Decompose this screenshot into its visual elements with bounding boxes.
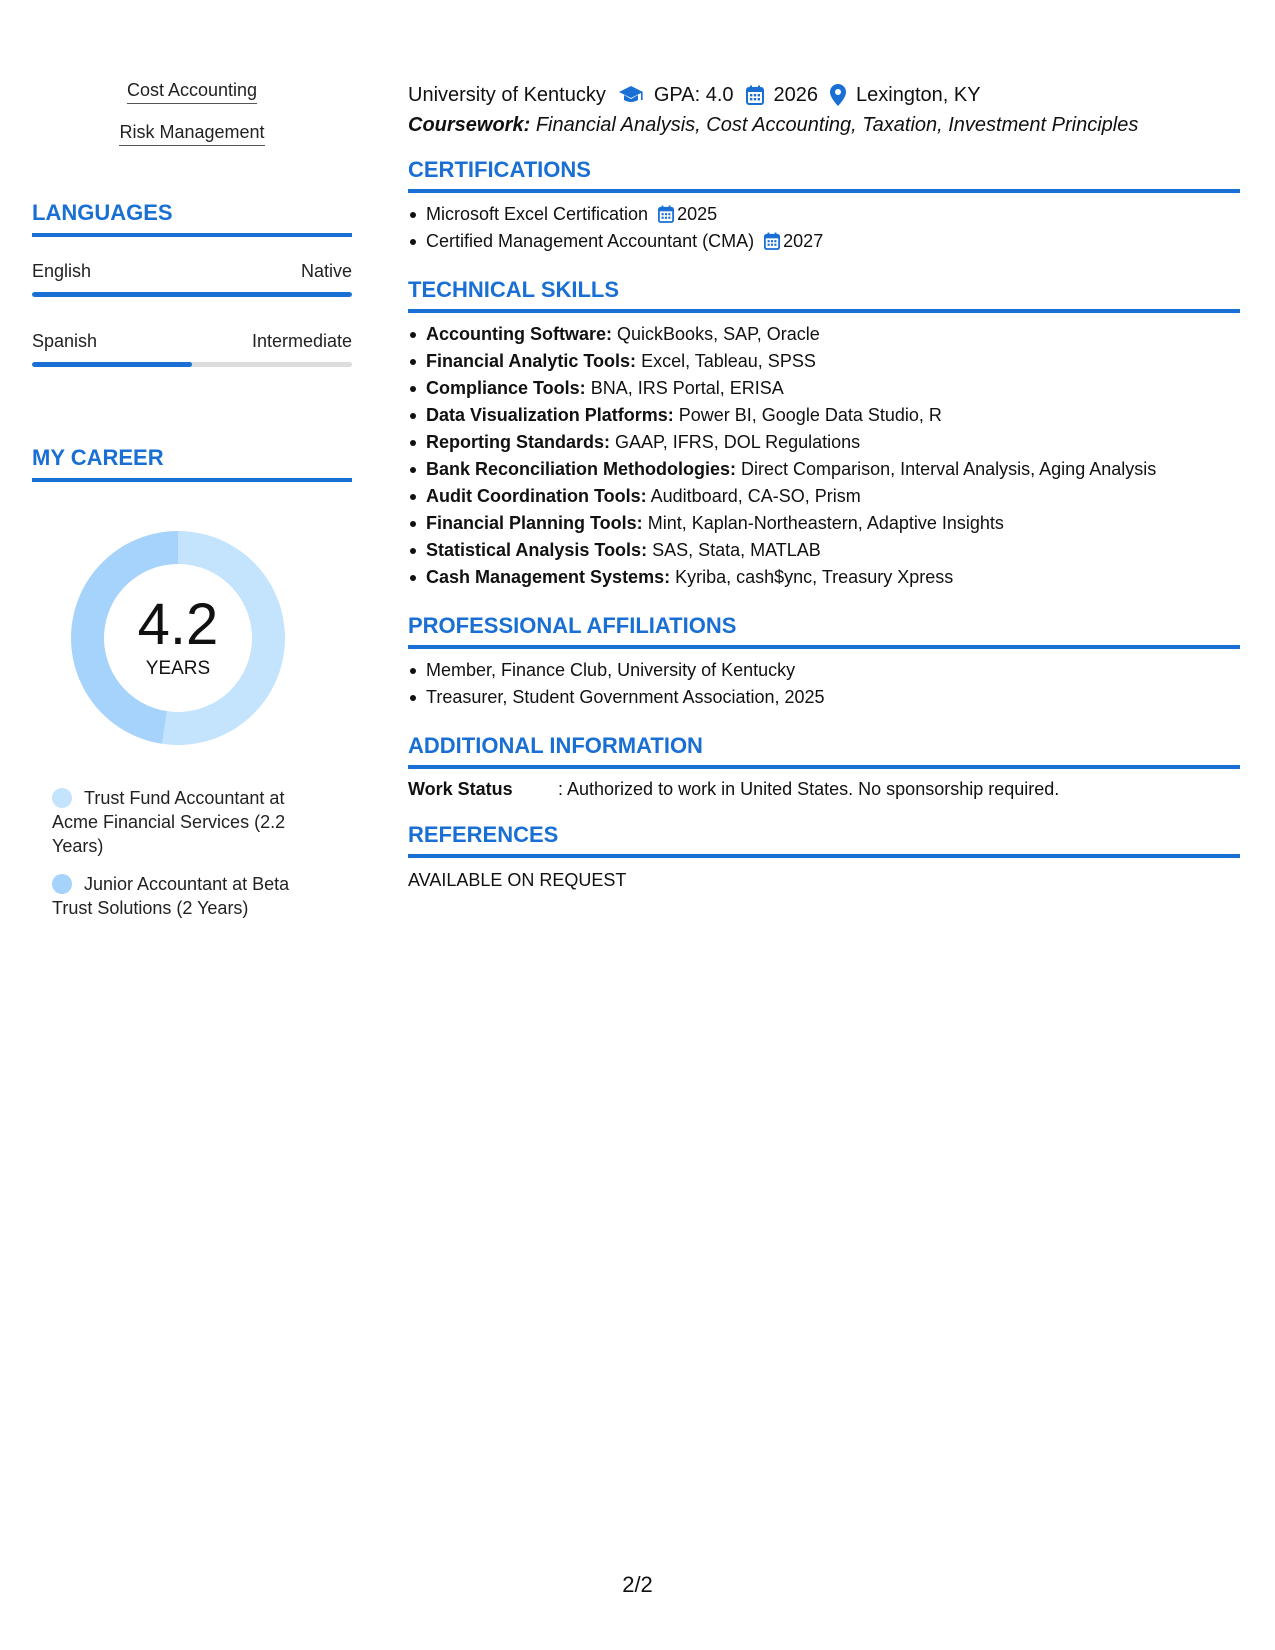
career-legend-item — [52, 786, 302, 858]
skill-tag: Risk Management — [119, 122, 264, 146]
skill-value: Kyriba, cash$ync, Treasury Xpress — [675, 567, 954, 587]
language-english — [32, 261, 352, 297]
right-column — [408, 80, 1240, 891]
language-level: Native — [300, 261, 352, 281]
skill-value: Auditboard, CA-SO, Prism — [650, 486, 861, 506]
skill-label: Financial Planning Tools: — [426, 513, 643, 533]
calendar-icon — [764, 232, 780, 250]
skill-label: Compliance Tools: — [426, 378, 586, 398]
skill-label: Audit Coordination Tools: — [426, 486, 647, 506]
additional-info-heading: ADDITIONAL INFORMATION — [408, 733, 1240, 769]
work-status — [408, 779, 1240, 800]
skill-label: Financial Analytic Tools: — [426, 351, 637, 371]
skill-label: Accounting Software: — [426, 324, 613, 344]
list-item — [408, 456, 1240, 483]
language-name: English — [32, 261, 92, 281]
career-job-label: Trust Fund Accountant at Acme Financial Services (2.2 Years) — [52, 788, 286, 856]
skill-value: Mint, Kaplan-Northeastern, Adaptive Insights — [647, 513, 1004, 533]
work-status-label: Work Status — [408, 779, 513, 799]
skill-tag: Cost Accounting — [127, 80, 257, 104]
list-item — [408, 483, 1240, 510]
language-proficiency-bar — [32, 292, 352, 297]
list-item — [408, 429, 1240, 456]
coursework-text: Financial Analysis, Cost Accounting, Taxation, Investment Principles — [535, 114, 1139, 136]
list-item: Treasurer, Student Government Association, 2025 — [408, 684, 1240, 711]
language-spanish — [32, 331, 352, 367]
skill-value: Power BI, Google Data Studio, R — [678, 405, 942, 425]
career-legend — [32, 786, 302, 920]
legend-dot-icon — [52, 874, 72, 894]
education-year: 2026 — [773, 83, 819, 106]
skill-value: Direct Comparison, Interval Analysis, Aging Analysis — [741, 459, 1157, 479]
affiliations-heading: PROFESSIONAL AFFILIATIONS — [408, 613, 1240, 649]
career-total-years: 4.2 — [137, 592, 219, 657]
certifications-heading: CERTIFICATIONS — [408, 157, 1240, 193]
list-item — [408, 348, 1240, 375]
list-item — [408, 201, 1240, 228]
certification-year: 2027 — [783, 231, 824, 251]
affiliations-list — [408, 657, 1240, 711]
school-name: University of Kentucky — [408, 83, 606, 106]
skill-value: BNA, IRS Portal, ERISA — [590, 378, 784, 398]
page-number: 2/2 — [622, 1572, 653, 1597]
references-text: AVAILABLE ON REQUEST — [408, 870, 627, 890]
skill-value: QuickBooks, SAP, Oracle — [617, 324, 820, 344]
language-level: Intermediate — [251, 331, 352, 351]
list-item — [408, 228, 1240, 255]
skill-label: Bank Reconciliation Methodologies: — [426, 459, 737, 479]
location-pin-icon — [830, 84, 846, 106]
skill-value: SAS, Stata, MATLAB — [652, 540, 821, 560]
calendar-icon — [746, 85, 764, 105]
legend-dot-icon — [52, 788, 72, 808]
career-total-unit: YEARS — [145, 658, 211, 679]
career-legend-item — [52, 872, 302, 920]
list-item — [408, 375, 1240, 402]
skill-value: GAAP, IFRS, DOL Regulations — [615, 432, 861, 452]
certification-name: Certified Management Accountant (CMA) — [426, 231, 755, 251]
languages-heading: LANGUAGES — [32, 200, 352, 237]
career-heading: MY CAREER — [32, 445, 352, 482]
references-heading: REFERENCES — [408, 822, 1240, 858]
list-item — [408, 321, 1240, 348]
technical-skills-list — [408, 321, 1240, 591]
education-gpa: GPA: 4.0 — [653, 83, 734, 106]
work-status-value: : Authorized to work in United States. No sponsorship required. — [558, 779, 1060, 799]
language-name: Spanish — [32, 331, 98, 351]
certifications-list — [408, 201, 1240, 255]
technical-skills-heading: TECHNICAL SKILLS — [408, 277, 1240, 313]
language-proficiency-bar — [32, 362, 352, 367]
language-proficiency-fill — [32, 362, 192, 367]
education-location: Lexington, KY — [856, 83, 981, 106]
language-proficiency-fill — [32, 292, 352, 297]
skill-value: Excel, Tableau, SPSS — [641, 351, 816, 371]
list-item — [408, 564, 1240, 591]
career-donut-chart — [66, 526, 290, 750]
graduation-cap-icon — [618, 85, 644, 105]
skill-label: Statistical Analysis Tools: — [426, 540, 648, 560]
list-item — [408, 510, 1240, 537]
coursework-label: Coursework: — [408, 114, 531, 136]
certification-year: 2025 — [677, 204, 718, 224]
career-job-label: Junior Accountant at Beta Trust Solutions (2 Years) — [52, 874, 290, 918]
skill-label: Data Visualization Platforms: — [426, 405, 674, 425]
list-item: Member, Finance Club, University of Kentucky — [408, 657, 1240, 684]
education-line — [408, 80, 1240, 110]
certification-name: Microsoft Excel Certification — [426, 204, 649, 224]
skill-label: Cash Management Systems: — [426, 567, 671, 587]
coursework — [408, 114, 1240, 137]
list-item — [408, 402, 1240, 429]
calendar-icon — [658, 205, 674, 223]
skill-label: Reporting Standards: — [426, 432, 611, 452]
list-item — [408, 537, 1240, 564]
left-column — [32, 80, 352, 920]
